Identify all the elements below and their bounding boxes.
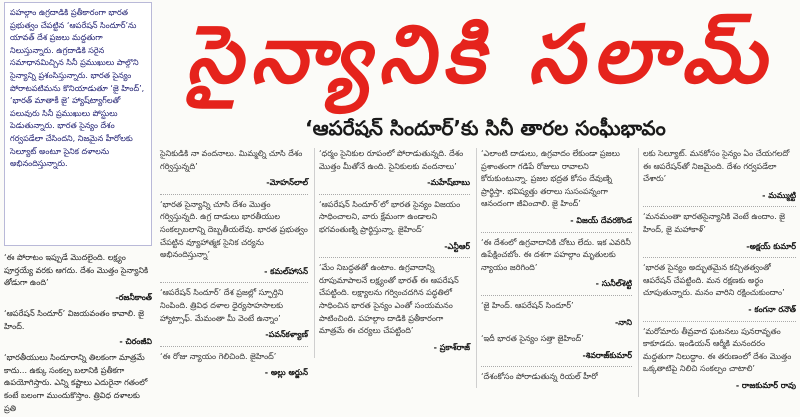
column-3 (314, 148, 474, 358)
quote-text: ‘ధర్మం సైనికుల రూపంలో పోరాడుతున్నది. దేశం మొత్తం మీతోనే ఉంది. సైనికులకు వందనాలు’ (319, 149, 464, 171)
divider (643, 321, 796, 322)
quote-block (4, 252, 152, 304)
column-5 (638, 148, 800, 397)
quote-text: ‘దేశంకోసం పోరాడుతున్న రియల్ హీరో (481, 372, 598, 382)
quote-text: ‘ఇదీ భారత సైన్యం సత్తా జైహింద్’ (481, 334, 584, 344)
quote-text: లకు సెల్యూట్. మనకోసం సైన్యం ఏం చేయగలదో ఈ ఆపరేషన్‌తో నిజమైంది. దేశం గర్వపడేలా చేశారు’ (643, 149, 790, 184)
quote-author: - కమల్‌హాసన్ (264, 266, 308, 276)
quote-text: ‘భారత సైన్యం అద్భుతమైన కచ్చితత్వంతో ఆపరేషన్ చేపట్టింది. మన రక్షణకు అర్థం చూపుతున్నారు. మనం వారిని రక్షించుకుందాం’ (643, 263, 785, 298)
quote-author: -అక్షయ్ కుమార్ (746, 241, 796, 251)
divider (481, 232, 632, 233)
quote-text: ‘మనమంతా భారతసైన్యానికి వెంటే ఉందాం. జై హింద్, జై మహాకాళ్’ (643, 212, 786, 234)
quote-text: ‘జై హింద్. ఆపరేషన్ సిందూర్’ (481, 300, 574, 310)
divider (319, 257, 470, 258)
quote-text: ‘ఈ పోరాటం ఇప్పుడే మొదలైంది. లక్ష్యం పూర్తయ్యే వరకు ఆగదు. దేశం మొత్తం సైన్యానికి తోడుగా ఉంది’ (4, 253, 149, 288)
divider (643, 257, 796, 258)
quote-author: -నాని (614, 317, 632, 327)
quote-text: ‘మరోమారు తీవ్రవాద ఘటనలు పునరావృతం కాకూడదు. ఇండియన్ ఆర్మీకి మనందరం మద్దతుగా నిలుద్దాం. ఈ తరుణంలో దేశం మొత్తం ఒక్కతాటిపై నిలిచి సంకల్పం చాటాలి’ (643, 326, 792, 374)
quote-author: - రాజకుమార్ రావు (735, 380, 796, 390)
divider (160, 194, 308, 195)
quote-author: - సునీల్‌శెట్టి (595, 279, 632, 289)
divider (643, 206, 796, 207)
quote-text: ‘భారత సైన్యాన్ని చూసి దేశం మొత్తం గర్విస్తున్నది. ఉగ్ర దాడులు భారతీయుల సంకల్పబలాన్ని దెబ్బతీయలేవు. భారత ప్రభుత్వం చేపట్టిన వ్యూహాత్మక సైనిక చర్యను అభినందిస్తున్నా’ (160, 199, 308, 260)
quote-text: సైనికుడికి నా వందనాలు. మిమ్మల్ని చూసి దేశం గర్విస్తున్నది’ (160, 149, 303, 171)
quote-block (4, 308, 152, 348)
quote-author: - విజయ్ దేవరకొండ (570, 215, 632, 225)
quote-author: -మహేష్‌బాబు (427, 178, 470, 188)
quote-author: - మమ్ముట్టి (762, 190, 796, 200)
quote-author: - అల్లు అర్జున్ (264, 368, 308, 378)
headline: సైన్యానికి సలామ్ (186, 8, 774, 101)
quote-text: ‘ఎలాంటి దాడులు, ఉగ్రవాదం లేకుండా ప్రజలు ప్రశాంతంగా గడిపే రోజులు రావాలని కోరుకుంటున్నా. ప్రజల భద్రత కోసం దేవుణ్ని ప్రార్థిస్తా. భవిష్యత్తు తరాలు సుసంపన్నంగా ఆనందంగా జీవించాలి. జై హింద్’ (481, 149, 620, 209)
quote-text: ‘ఆపరేషన్ సిందూర్’లో భారత సైన్యం విజయం సాధించాలని, వారు క్షేమంగా ఉండాలని భగవంతుణ్ని ప్రార్థిస్తున్నా. జైహింద్’ (319, 199, 461, 234)
intro-text: పహల్గాం ఉగ్రదాడికి ప్రతీకారంగా భారత ప్రభుత్వం చేపట్టిన ‘ఆపరేషన్ సిందూర్’ను యావత్ దేశ ప్రజలు మద్దతుగా నిలుస్తున్నారు. ఉగ్రదాడికి సరైన సమాధానమిచ్చిన సినీ ప్రముఖులు పాల్గొని సైన్యాన్ని ప్రశంసిస్తున్నారు. భారత సైన్యం పోరాటపటిమను కొనియాడుతూ ‘జై హింద్’, ‘భారత్ మాతాకీ జై’ హ్యాష్‌ట్యాగ్‌లతో పలువురు సినీ ప్రముఖులు పోస్టులు పెడుతున్నారు. భారత సైన్యం దేశం గర్వపడేలా చేసిందని, నిజమైన హీరోలకు సెల్యూట్ అంటూ సైనిక దళాలను అభినందిస్తున్నారు. (10, 8, 145, 169)
divider (481, 295, 632, 296)
divider (319, 194, 470, 195)
intro-box (4, 2, 152, 246)
quote-author: -ఎన్టీఆర్ (444, 241, 470, 251)
quote-text: ‘ఈ రోజు న్యాయం గెలిచింది. జైహింద్’ (160, 351, 277, 361)
divider (160, 282, 308, 283)
divider (481, 366, 632, 367)
quote-author: -పవన్‌కళ్యాణ్ (265, 330, 308, 340)
quote-text: ‘భారతీయులు సిందూరాన్ని తిలకంగా మాత్రమే కాదు... ఉక్కు సంకల్ప బలానికి ప్రతీకగా ఉపయోగిస్తారు. ఎన్ని కష్టాలు ఎదురైనా గతంలో కంటే బలంగా ముందుకొస్తాం. త్రివిధ దళాలకు ప్రతి (4, 353, 148, 413)
quote-text: ‘ఆపరేషన్ సిందూర్’ దేశ ప్రజల్లో స్ఫూర్తిని నింపింది. త్రివిధ దళాల ధైర్యసాహసాలకు హ్యాట్సాఫ్. మేమంతా మీ వెంటే ఉన్నాం’ (160, 288, 284, 323)
subhead: ‘ఆపరేషన్ సిందూర్’కు సినీ తారల సంఘీభావం (305, 116, 666, 140)
column-4 (476, 148, 636, 388)
quote-text: ‘మేం నిబద్ధతతో ఉంటాం. ఉగ్రవాదాన్ని రూపుమాపాలనే లక్ష్యంతో భారత్ ఈ ఆపరేషన్ చేపట్టింది. లక్ష్యాలను గర్వించదగిన పద్ధతిలో సాధించిన భారత సైన్యం ఎంతో సంయమనం పాటించింది. పహల్గాం దాడికి ప్రతీకారంగా మాత్రమే ఈ చర్యలు చేపట్టింది’ (319, 263, 459, 336)
quote-author: - కంగనా రనౌత్ (748, 304, 796, 314)
quote-author: -రజనీకాంత్ (115, 292, 152, 302)
divider (160, 346, 308, 347)
quote-text: ‘ఈ దేశంలో ఉగ్రవాదానికి చోటు లేదు. ఇక ఎవరినీ ఉపేక్షించబోం. ఈ దశగా పహల్గాం మృతులకు న్యాయం జరిగింది’ (481, 237, 631, 272)
quote-author: -మోహన్‌లాల్ (266, 178, 308, 188)
quote-author: - చిరంజీవి (119, 336, 152, 346)
column-2 (156, 148, 312, 384)
quote-author: - ప్రకాశ్‌రాజ్ (433, 342, 470, 352)
quote-author: -శివరాజ్‌కుమార్ (582, 350, 632, 360)
quote-text: ‘ఆపరేషన్ సిందూర్’ విజయవంతం కావాలి. జై హింద్. (4, 309, 144, 331)
left-quotes-column (4, 252, 152, 417)
